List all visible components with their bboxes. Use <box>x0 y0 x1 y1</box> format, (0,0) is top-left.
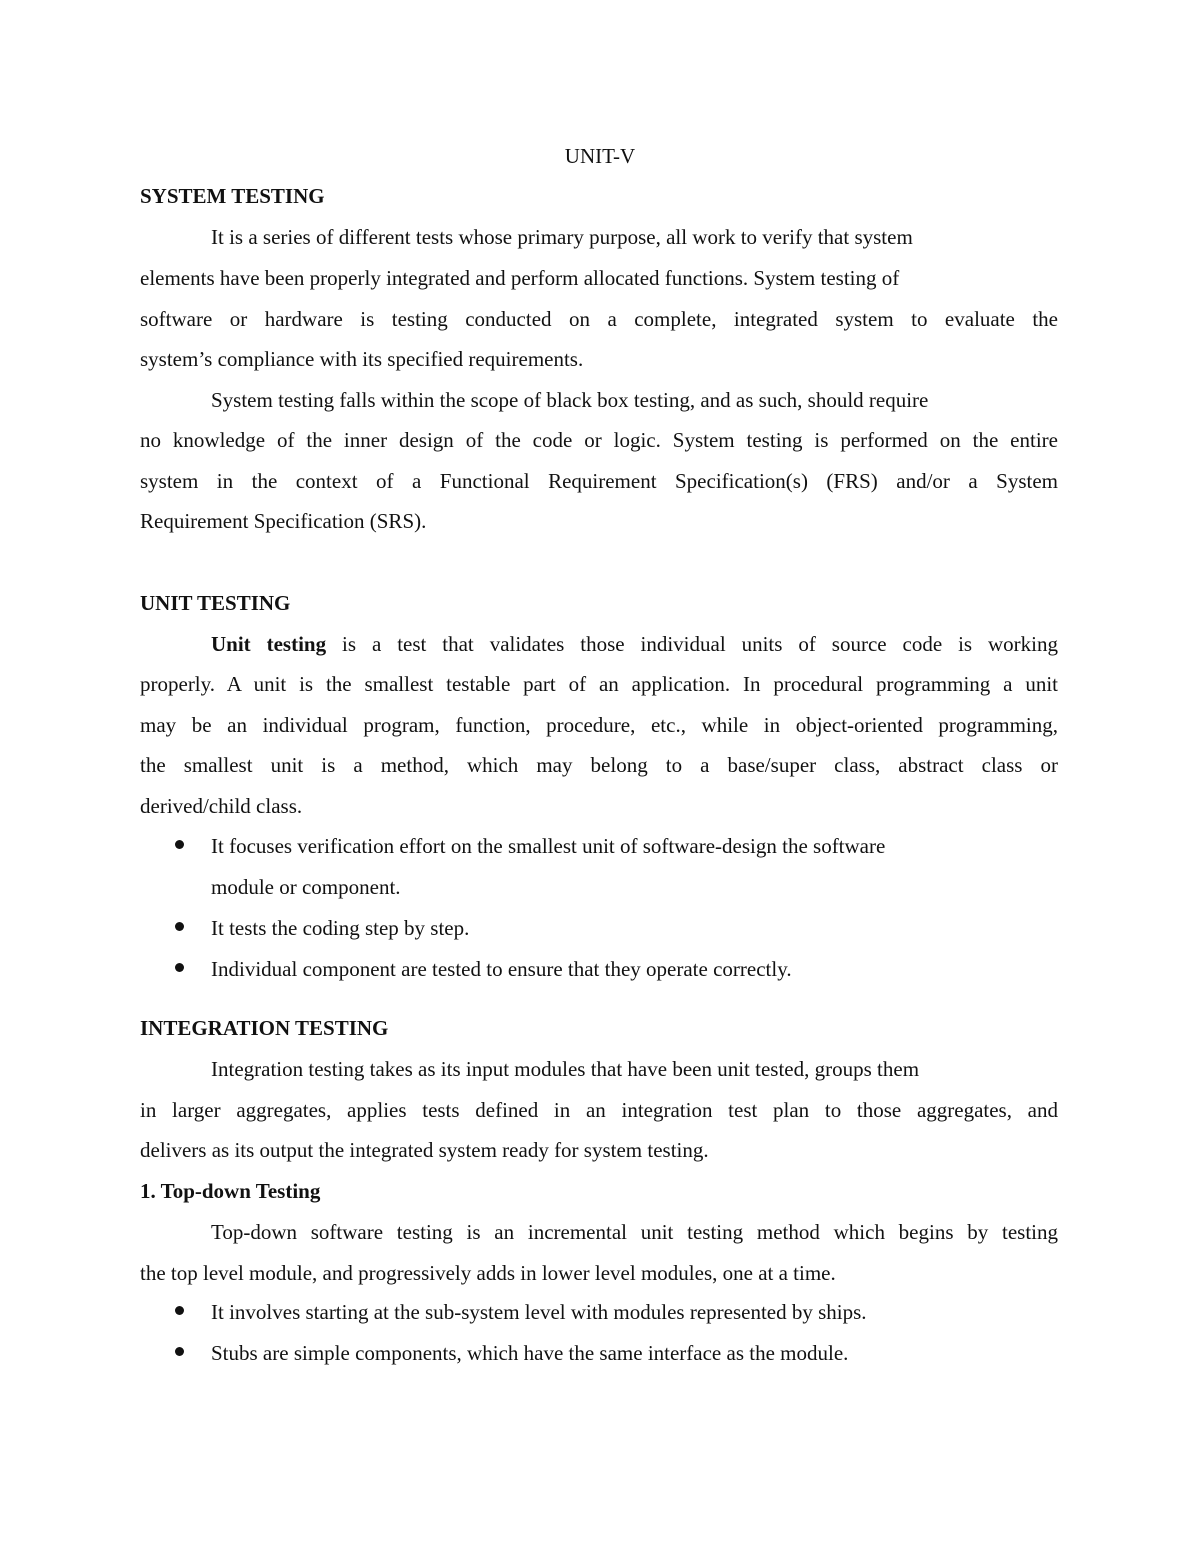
top-down-testing-heading: 1. Top-down Testing <box>140 1179 321 1203</box>
bullet-icon <box>175 1306 184 1315</box>
paragraph-line: derived/child class. <box>140 794 303 818</box>
unit-testing-term: Unit testing <box>211 632 327 656</box>
list-item: Stubs are simple components, which have the same interface as the module. <box>211 1341 849 1365</box>
list-item: It involves starting at the sub-system level with modules represented by ships. <box>211 1300 867 1324</box>
paragraph-line: Requirement Specification (SRS). <box>140 509 427 533</box>
bullet-icon <box>175 840 184 849</box>
unit-testing-heading: UNIT TESTING <box>140 591 291 615</box>
paragraph-line: delivers as its output the integrated system ready for system testing. <box>140 1138 709 1162</box>
unit-title: UNIT-V <box>564 144 636 168</box>
paragraph-line: no knowledge of the inner design of the code or logic. System testing is performed on the entire <box>140 428 1058 452</box>
paragraph-line: the smallest unit is a method, which may belong to a base/super class, abstract class or <box>140 753 1058 777</box>
bullet-icon <box>175 963 184 972</box>
paragraph-line <box>211 631 1058 657</box>
paragraph-line: in larger aggregates, applies tests defined in an integration test plan to those aggregates, and <box>140 1098 1058 1122</box>
paragraph-line: Integration testing takes as its input modules that have been unit tested, groups them <box>211 1057 920 1081</box>
list-item: Individual component are tested to ensure that they operate correctly. <box>211 957 792 981</box>
paragraph-line: System testing falls within the scope of black box testing, and as such, should require <box>211 388 929 412</box>
bullet-icon <box>175 922 184 931</box>
paragraph-line: elements have been properly integrated and perform allocated functions. System testing of <box>140 266 900 290</box>
bullet-icon <box>175 1347 184 1356</box>
paragraph-line: It is a series of different tests whose primary purpose, all work to verify that system <box>211 225 913 249</box>
list-item-continuation: module or component. <box>211 875 401 899</box>
paragraph-text: is a test that validates those individual units of source code is working <box>326 632 1058 656</box>
paragraph-line: Top-down software testing is an incremental unit testing method which begins by testing <box>211 1220 1058 1244</box>
list-item: It focuses verification effort on the smallest unit of software-design the software <box>211 834 886 858</box>
paragraph-line: software or hardware is testing conducted on a complete, integrated system to evaluate the <box>140 307 1058 331</box>
integration-testing-heading: INTEGRATION TESTING <box>140 1016 389 1040</box>
paragraph-line: system in the context of a Functional Requirement Specification(s) (FRS) and/or a System <box>140 469 1058 493</box>
list-item: It tests the coding step by step. <box>211 916 470 940</box>
paragraph-line: the top level module, and progressively adds in lower level modules, one at a time. <box>140 1261 836 1285</box>
paragraph-line: may be an individual program, function, procedure, etc., while in object-oriented programming, <box>140 713 1058 737</box>
paragraph-line: system’s compliance with its specified requirements. <box>140 347 584 371</box>
system-testing-heading: SYSTEM TESTING <box>140 184 325 208</box>
paragraph-line: properly. A unit is the smallest testable part of an application. In procedural programming a unit <box>140 672 1058 696</box>
